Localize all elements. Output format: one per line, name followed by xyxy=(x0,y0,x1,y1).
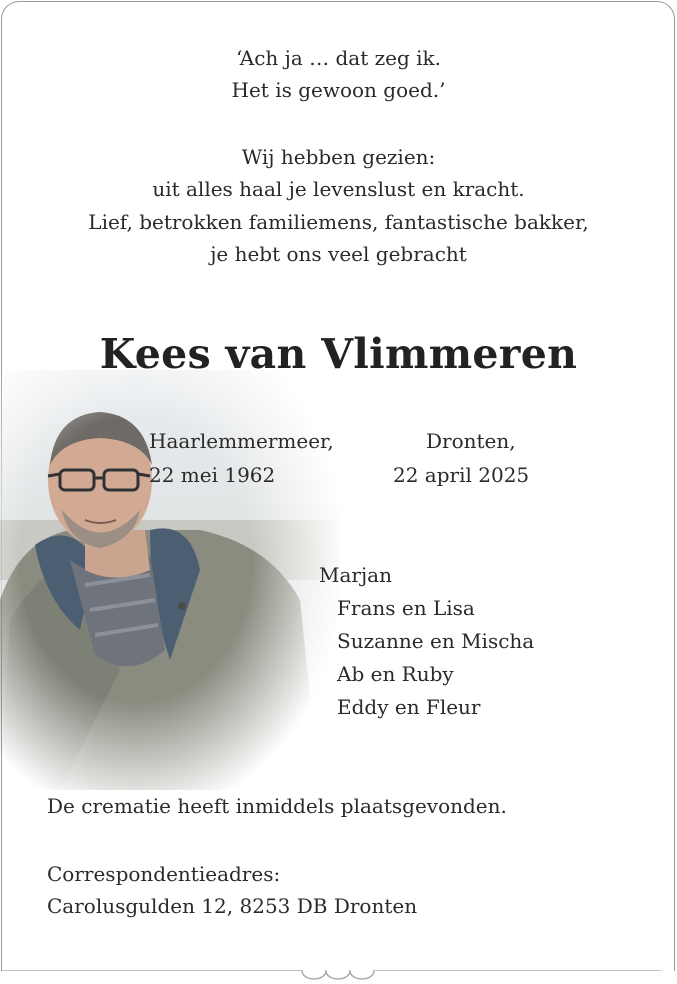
verse-line: uit alles haal je levenslust en kracht. xyxy=(152,177,525,201)
correspondence-address: Carolusgulden 12, 8253 DB Dronten xyxy=(47,894,418,918)
deceased-name: Kees van Vlimmeren xyxy=(99,330,578,378)
child-name: Eddy en Fleur xyxy=(337,695,481,719)
child-name: Suzanne en Mischa xyxy=(337,629,535,653)
child-name: Frans en Lisa xyxy=(337,596,475,620)
spouse-name: Marjan xyxy=(319,563,392,587)
birth-date: 22 mei 1962 xyxy=(149,463,276,487)
death-date: 22 april 2025 xyxy=(393,463,530,487)
child-name: Ab en Ruby xyxy=(337,662,454,686)
verse-line: Lief, betrokken familiemens, fantastische bakker, xyxy=(88,210,589,234)
death-place: Dronten, xyxy=(426,429,516,453)
verse-line: Wij hebben gezien: xyxy=(241,145,436,169)
verse-line: ‘Ach ja … dat zeg ik. xyxy=(235,46,442,70)
cremation-notice: De crematie heeft inmiddels plaatsgevonden. xyxy=(47,794,507,818)
bottom-ornament xyxy=(1,970,675,984)
correspondence-label: Correspondentieadres: xyxy=(47,862,281,886)
verse-line: Het is gewoon goed.’ xyxy=(231,78,446,102)
verse-line: je hebt ons veel gebracht xyxy=(210,242,467,266)
birth-place: Haarlemmermeer, xyxy=(149,429,334,453)
